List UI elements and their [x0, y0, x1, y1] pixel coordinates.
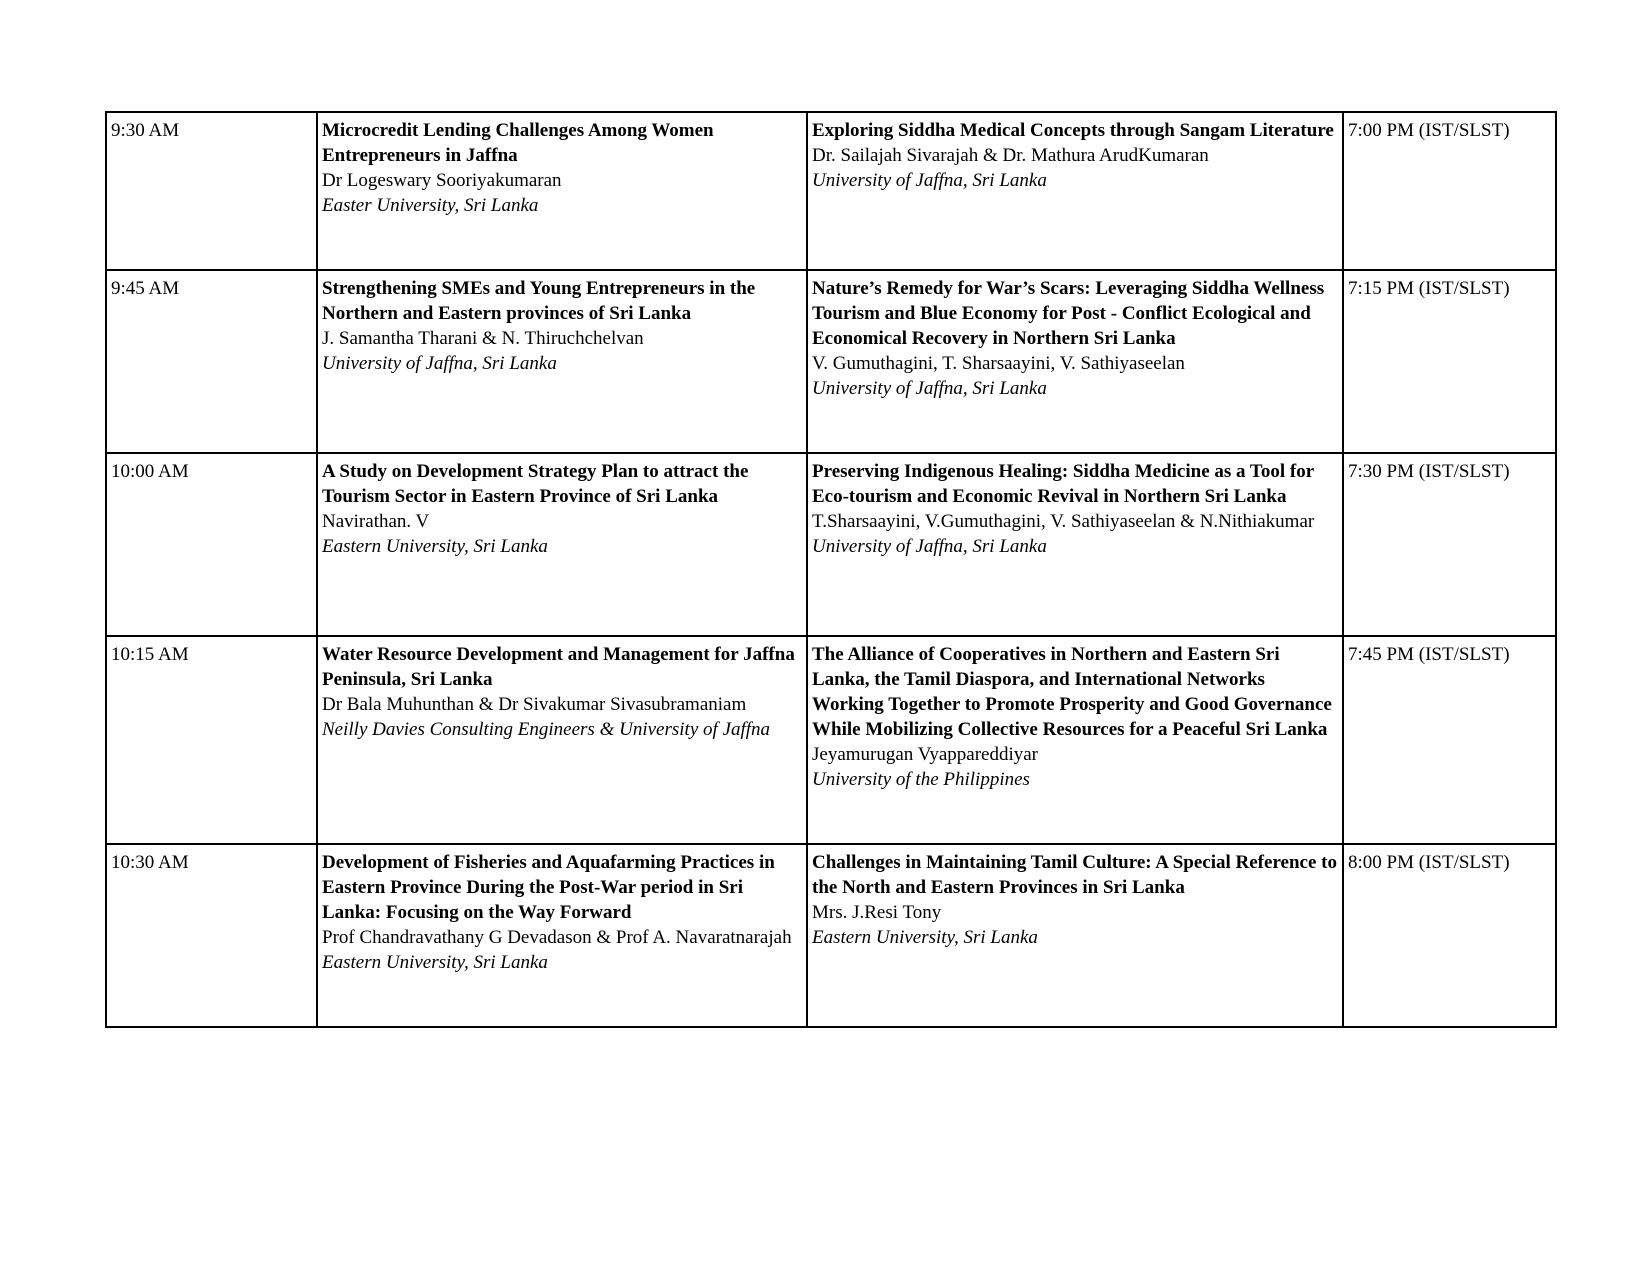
paper-affiliation: Neilly Davies Consulting Engineers & University of Jaffna [322, 719, 771, 740]
paper-authors: Prof Chandravathany G Devadason & Prof A. Navaratnarajah [322, 927, 792, 948]
table-row [106, 453, 1556, 636]
paper-title: Preserving Indigenous Healing: Siddha Medicine as a Tool for Eco-tourism and Economic Revival in Northern Sri Lanka [812, 461, 1314, 507]
table-row [106, 270, 1556, 453]
paper-authors: V. Gumuthagini, T. Sharsaayini, V. Sathiyaseelan [812, 353, 1185, 374]
paper-affiliation: Easter University, Sri Lanka [322, 195, 539, 216]
paper-affiliation: University of Jaffna, Sri Lanka [812, 378, 1047, 399]
paper-authors: Navirathan. V [322, 511, 430, 532]
session-b-cell [807, 270, 1343, 453]
paper-authors: Dr Logeswary Sooriyakumaran [322, 170, 562, 191]
time-cell: 9:45 AM [106, 270, 317, 453]
paper-authors: Jeyamurugan Vyappareddiyar [812, 744, 1038, 765]
table-row [106, 112, 1556, 270]
time-cell: 10:30 AM [106, 844, 317, 1027]
session-a-cell [317, 112, 807, 270]
session-b-cell [807, 453, 1343, 636]
paper-authors: T.Sharsaayini, V.Gumuthagini, V. Sathiyaseelan & N.Nithiakumar [812, 511, 1315, 532]
paper-title: Exploring Siddha Medical Concepts through Sangam Literature [812, 120, 1334, 141]
paper-title: Nature’s Remedy for War’s Scars: Leveraging Siddha Wellness Tourism and Blue Economy for Post - Conflict Ecological and Economical Recovery in Northern Sri Lanka [812, 278, 1325, 349]
paper-authors: Dr. Sailajah Sivarajah & Dr. Mathura ArudKumaran [812, 145, 1209, 166]
paper-title: Water Resource Development and Management for Jaffna Peninsula, Sri Lanka [322, 644, 795, 690]
paper-affiliation: University of Jaffna, Sri Lanka [812, 170, 1047, 191]
session-b-cell [807, 636, 1343, 844]
schedule-table [105, 111, 1557, 1028]
local-time-cell: 7:15 PM (IST/SLST) [1343, 270, 1556, 453]
session-b-cell [807, 844, 1343, 1027]
time-cell: 9:30 AM [106, 112, 317, 270]
paper-authors: Mrs. J.Resi Tony [812, 902, 942, 923]
paper-affiliation: University of Jaffna, Sri Lanka [322, 353, 557, 374]
session-b-cell [807, 112, 1343, 270]
session-a-cell [317, 453, 807, 636]
paper-affiliation: Eastern University, Sri Lanka [322, 952, 548, 973]
paper-title: A Study on Development Strategy Plan to attract the Tourism Sector in Eastern Province of Sri Lanka [322, 461, 749, 507]
session-a-cell [317, 636, 807, 844]
paper-authors: J. Samantha Tharani & N. Thiruchchelvan [322, 328, 644, 349]
local-time-cell: 7:30 PM (IST/SLST) [1343, 453, 1556, 636]
local-time-cell: 7:45 PM (IST/SLST) [1343, 636, 1556, 844]
paper-title: Strengthening SMEs and Young Entrepreneurs in the Northern and Eastern provinces of Sri Lanka [322, 278, 756, 324]
local-time-cell: 7:00 PM (IST/SLST) [1343, 112, 1556, 270]
paper-affiliation: Eastern University, Sri Lanka [812, 927, 1038, 948]
paper-title: Development of Fisheries and Aquafarming Practices in Eastern Province During the Post-War period in Sri Lanka: Focusing on the Way Forward [322, 852, 775, 923]
paper-authors: Dr Bala Muhunthan & Dr Sivakumar Sivasubramaniam [322, 694, 747, 715]
table-row [106, 844, 1556, 1027]
time-cell: 10:00 AM [106, 453, 317, 636]
paper-affiliation: University of the Philippines [812, 769, 1030, 790]
session-a-cell [317, 844, 807, 1027]
time-cell: 10:15 AM [106, 636, 317, 844]
paper-affiliation: Eastern University, Sri Lanka [322, 536, 548, 557]
table-row [106, 636, 1556, 844]
session-a-cell [317, 270, 807, 453]
paper-title: The Alliance of Cooperatives in Northern and Eastern Sri Lanka, the Tamil Diaspora, and International Networks Working Together to Promote Prosperity and Good Governance While Mobilizing Collective Resources for a Peaceful Sri Lanka [812, 644, 1332, 740]
paper-title: Microcredit Lending Challenges Among Women Entrepreneurs in Jaffna [322, 120, 714, 166]
local-time-cell: 8:00 PM (IST/SLST) [1343, 844, 1556, 1027]
paper-affiliation: University of Jaffna, Sri Lanka [812, 536, 1047, 557]
paper-title: Challenges in Maintaining Tamil Culture: A Special Reference to the North and Eastern Provinces in Sri Lanka [812, 852, 1337, 898]
